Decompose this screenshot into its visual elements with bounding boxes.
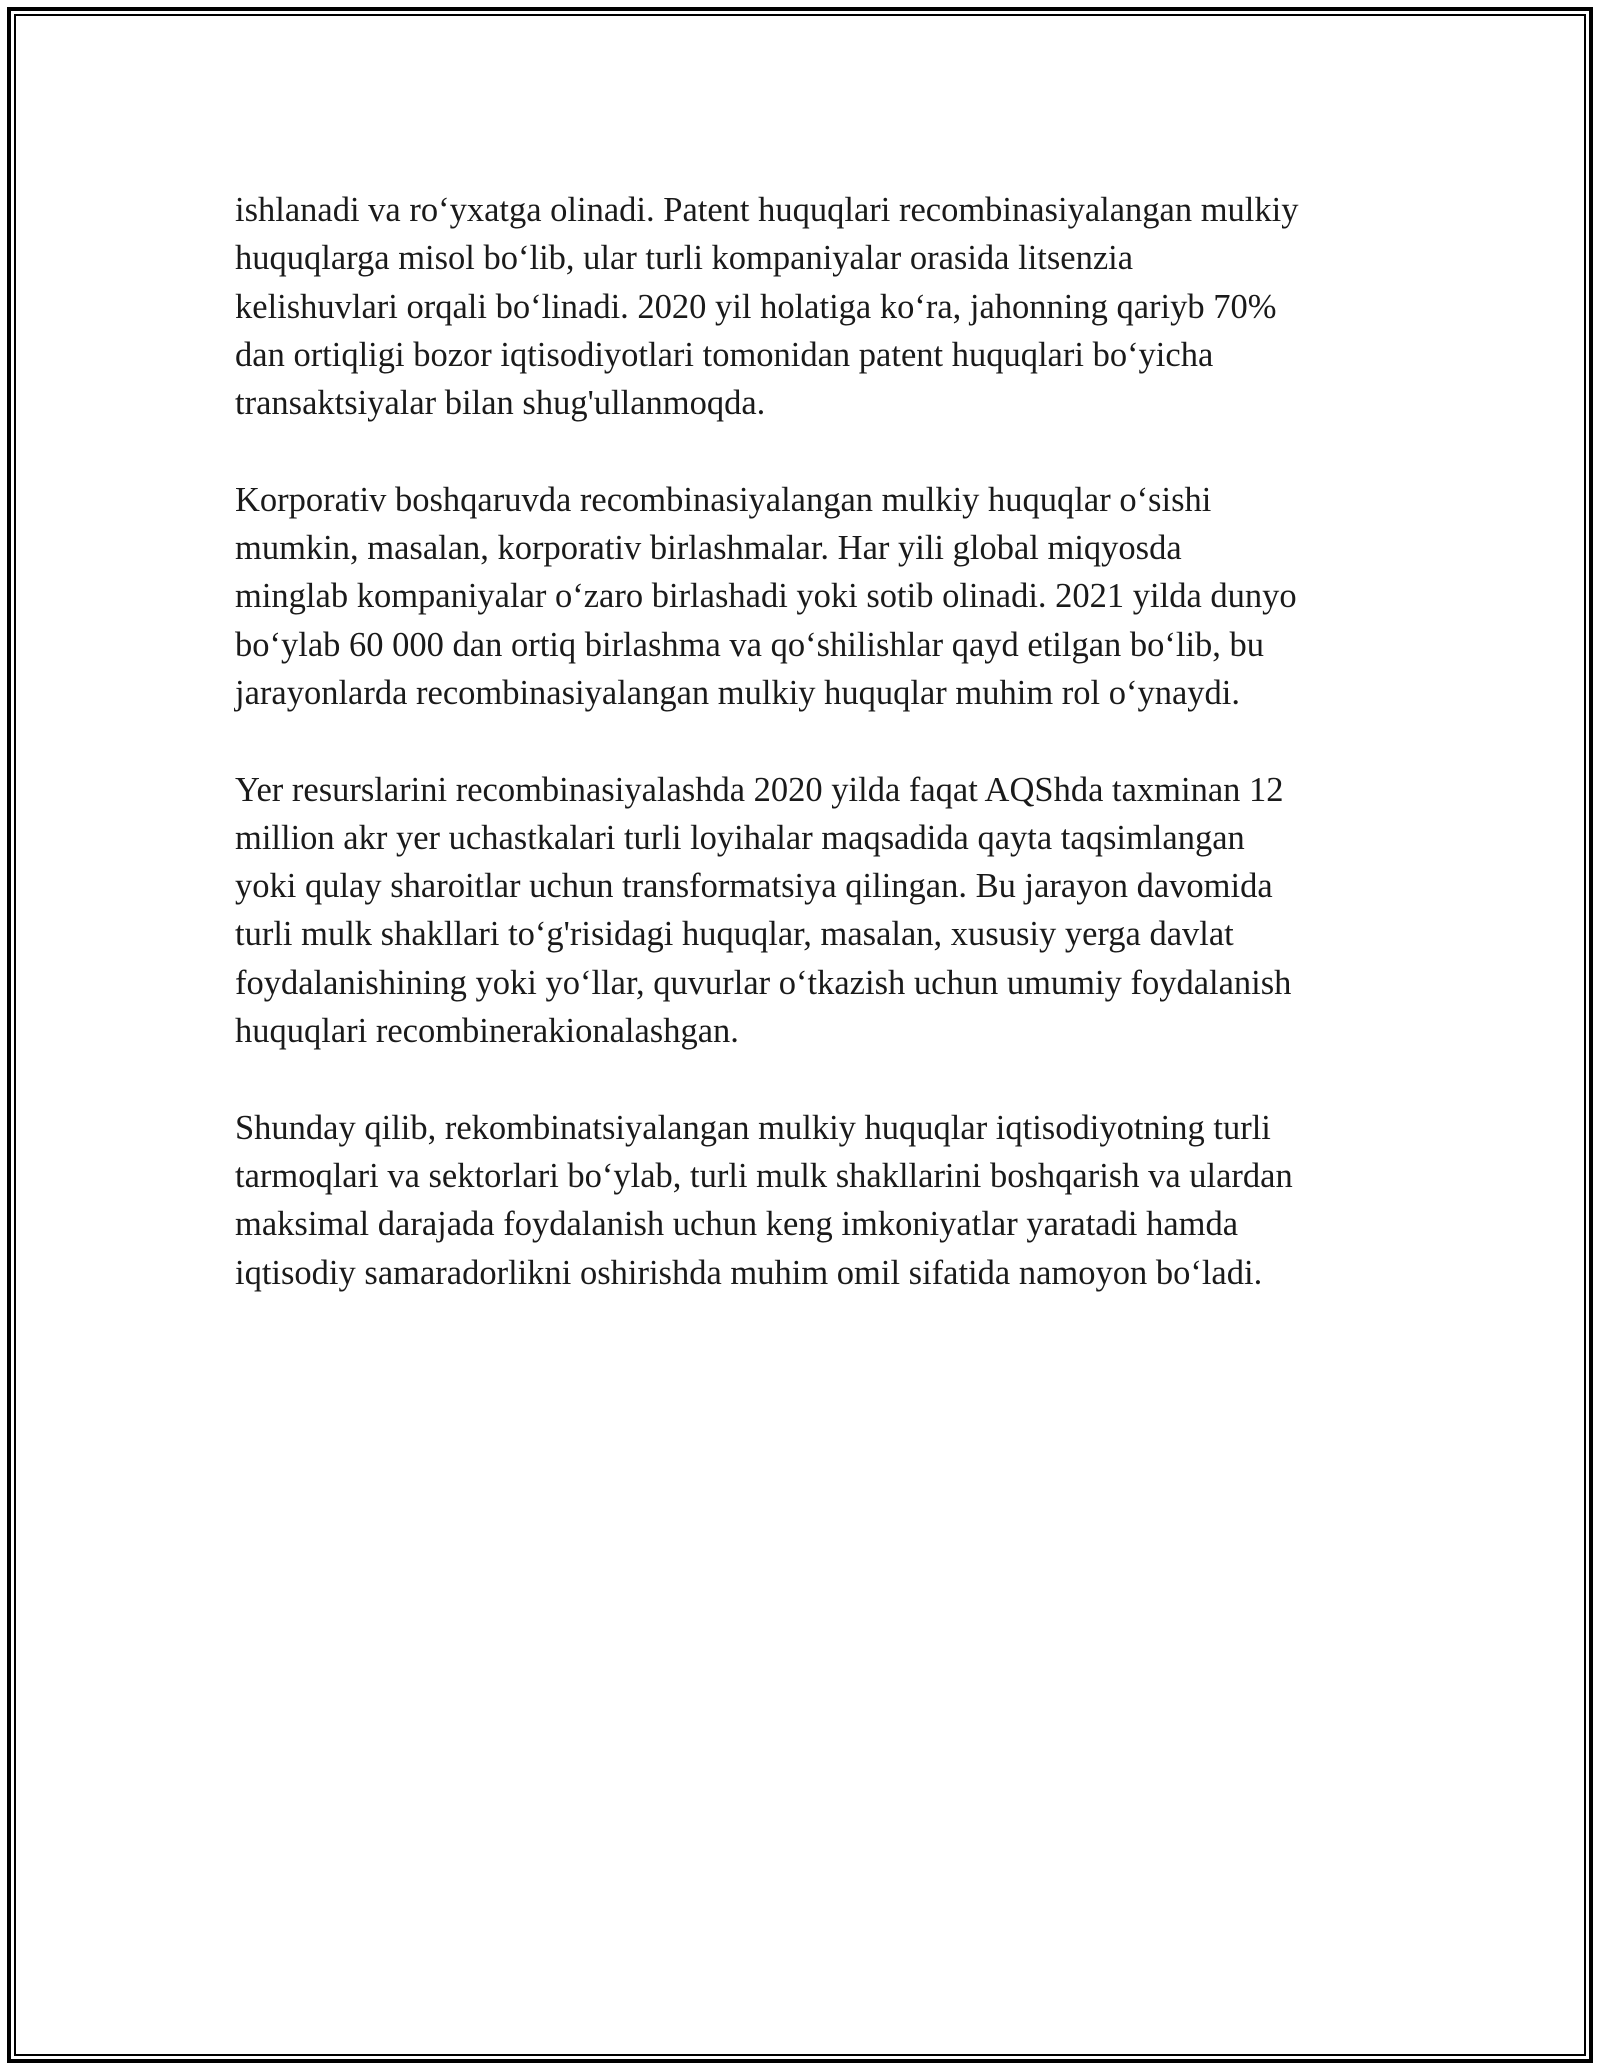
document-body — [235, 186, 1375, 1345]
paragraph-2: Korporativ boshqaruvda recombinasiyalangan mulkiy huquqlar o‘sishi mumkin, masalan, korporativ birlashmalar. Har yili global miqyosda minglab kompaniyalar o‘zaro birlashadi yoki sotib olinadi. 2021 yilda dunyo bo‘ylab 60 000 dan ortiq birlashma va qo‘shilishlar qayd etilgan bo‘lib, bu jarayonlarda recombinasiyalangan mulkiy huquqlar muhim rol o‘ynaydi. — [235, 480, 1297, 712]
paragraph-3: Yer resurslarini recombinasiyalashda 2020 yilda faqat AQShda taxminan 12 million akr yer uchastkalari turli loyihalar maqsadida qayta taqsimlangan yoki qulay sharoitlar uchun transformatsiya qilingan. Bu jarayon davomida turli mulk shakllari to‘g'risidagi huquqlar, masalan, xususiy yerga davlat foydalanishining yoki yo‘llar, quvurlar o‘tkazish uchun umumiy foydalanish huquqlari recombinerakionalashgan. — [235, 770, 1292, 1051]
paragraph-1: ishlanadi va ro‘yxatga olinadi. Patent huquqlari recombinasiyalangan mulkiy huquqlarga misol bo‘lib, ular turli kompaniyalar orasida litsenzia kelishuvlari orqali bo‘linadi. 2020 yil holatiga ko‘ra, jahonning qariyb 70% dan ortiqligi bozor iqtisodiyotlari tomonidan patent huquqlari bo‘yicha transaktsiyalar bilan shug'ullanmoqda. — [235, 191, 1299, 423]
paragraph-4: Shunday qilib, rekombinatsiyalangan mulkiy huquqlar iqtisodiyotning turli tarmoqlari va sektorlari bo‘ylab, turli mulk shakllarini boshqarish va ulardan maksimal darajada foydalanish uchun keng imkoniyatlar yaratadi hamda iqtisodiy samaradorlikni oshirishda muhim omil sifatida namoyon bo‘ladi. — [235, 1108, 1293, 1292]
